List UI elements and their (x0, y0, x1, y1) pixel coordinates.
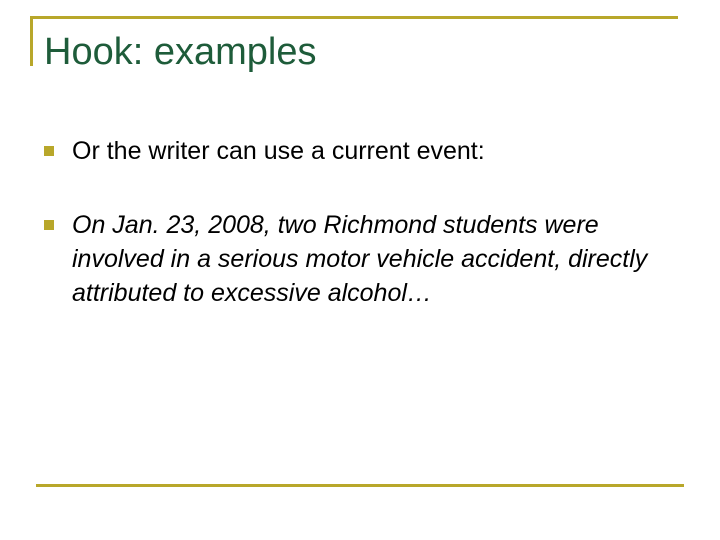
title-left-accent (30, 16, 33, 66)
top-divider (30, 16, 678, 19)
bullet-item (40, 134, 660, 168)
square-bullet-icon (44, 146, 54, 156)
bullet-list (40, 134, 660, 350)
bullet-text: Or the writer can use a current event: (72, 137, 485, 165)
bullet-text: On Jan. 23, 2008, two Richmond students were involved in a serious motor vehicle accident, directly attributed to excessive alcohol… (72, 211, 648, 307)
square-bullet-icon (44, 220, 54, 230)
slide-title: Hook: examples (44, 31, 317, 73)
bottom-divider (36, 484, 684, 487)
bullet-item (40, 208, 660, 310)
